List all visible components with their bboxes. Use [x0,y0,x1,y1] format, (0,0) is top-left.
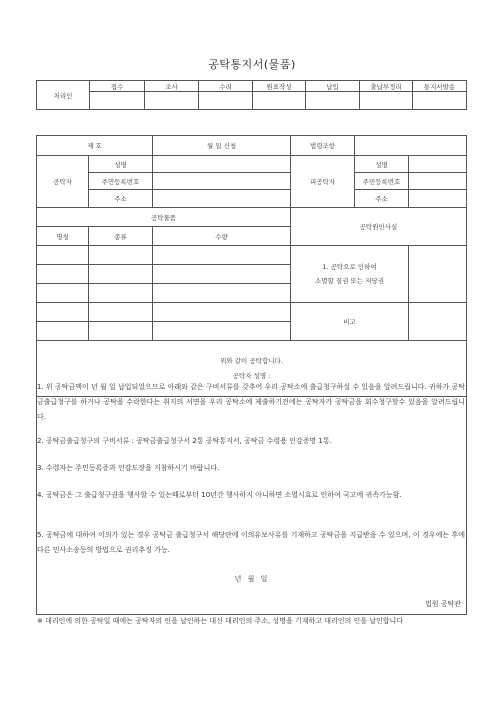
statement-line1: 위와 같이 공탁합니다. [220,356,283,365]
goods-cell[interactable] [37,322,89,341]
date-line: 년 월 일 [234,575,268,583]
case-number-label: 제 호 [37,136,153,156]
law-article-value[interactable] [355,136,467,156]
extinguished-rights-line1: 1. 공탁으로 인하여 [322,263,377,271]
notice-item-4: 4. 공탁금은 그 출급청구권을 행사할 수 있는때로부터 10년간 행사하지 아니하면 소멸시효로 인하여 국고에 귀속가능함. [37,491,402,499]
depositor-name-field[interactable] [153,156,291,173]
extinguished-rights-field[interactable] [409,246,467,303]
notice-item-2: 2. 공탁금출급청구의 구비서류 : 공탁금출급청구서 2통 공탁통지서, 공탁금 수령용 인감증명 1통. [37,437,332,445]
goods-cell[interactable] [89,303,153,322]
step-payment: 납입 [306,81,360,92]
application-date-label: 월 일 신청 [153,136,291,156]
depositee-address-field[interactable] [409,190,467,208]
footnote: ※ 대리인에 의한 공탁일 때에는 공탁자의 인을 날인하는 대신 대리인의 주소, 성명을 기재하고 대리인의 인을 날인합니다 [37,617,404,625]
document-title: 공탁통지서(물품) [208,58,296,71]
step-cashbook: 출납부정리 [360,81,413,92]
stamp-cell[interactable] [253,92,306,110]
goods-col-name: 명칭 [37,227,89,246]
depositor-id-field[interactable] [153,173,291,190]
stamp-cell[interactable] [145,92,199,110]
goods-cell[interactable] [153,246,291,265]
law-article-label: 법령조항 [291,136,355,156]
stamp-cell[interactable] [360,92,413,110]
depositor-name-label: 성명 [89,156,153,173]
step-ledger: 원표작성 [253,81,306,92]
depositee-name-label: 성명 [355,156,409,173]
extinguished-rights-line2: 소멸할 질권 또는 저당권 [315,277,384,285]
goods-label: 공탁물품 [37,208,291,227]
goods-cell[interactable] [89,322,153,341]
stamp-cell[interactable] [306,92,360,110]
depositor-address-label: 주소 [89,190,153,208]
depositor-label: 공탁자 [37,156,89,208]
notice-item-5: 5. 공탁금에 대하여 이의가 있는 경우 공탁금 출급청구서 해당란에 이의유보사유를 기재하고 공탁금을 지급받을 수 있으며, 이 경우에는 후에 다른 민사소송등의 방법으로 권리추징 가능. [37,531,465,554]
goods-cell[interactable] [89,284,153,303]
goods-cell[interactable] [153,322,291,341]
remarks-field[interactable] [409,303,467,341]
goods-cell[interactable] [153,265,291,284]
goods-cell[interactable] [89,265,153,284]
goods-cell[interactable] [37,265,89,284]
goods-cell[interactable] [37,303,89,322]
goods-cell[interactable] [89,246,153,265]
stamp-cell[interactable] [413,92,467,110]
step-acceptance: 수리 [199,81,253,92]
processor-label: 처리인 [37,81,90,110]
step-receipt: 접수 [90,81,145,92]
goods-cell[interactable] [153,284,291,303]
notice-item-3: 3. 수령자는 주민등록증과 인감도장을 지참하시기 바랍니다. [37,464,220,472]
depositor-id-label: 주민등록번호 [89,173,153,190]
depositor-address-field[interactable] [153,190,291,208]
depositee-label: 피공탁자 [291,156,355,208]
extinguished-rights-label [291,246,409,303]
court-officer-signature: 법원 공탁관 [424,600,461,608]
depositee-address-label: 주소 [355,190,409,208]
stamp-cell[interactable] [199,92,253,110]
remarks-label: 비고 [291,303,409,341]
goods-col-type: 종류 [89,227,153,246]
goods-cell[interactable] [153,303,291,322]
processing-table [36,80,467,110]
depositee-id-label: 주민등록번호 [355,173,409,190]
step-notice: 통지서발송 [413,81,467,92]
goods-cell[interactable] [37,246,89,265]
goods-cell[interactable] [37,284,89,303]
goods-col-quantity: 수량 [153,227,291,246]
deposit-form-table [36,135,467,397]
depositee-name-field[interactable] [409,156,467,173]
deposit-cause-label: 공탁원인사실 [291,208,467,246]
step-investigation: 조사 [145,81,199,92]
stamp-cell[interactable] [90,92,145,110]
statement-line2: 공탁자 성명 : [232,371,271,380]
depositee-id-field[interactable] [409,173,467,190]
notice-item-1: 1. 위 공탁금액이 년 월 일 납입되었으므로 아래와 같은 구비서류를 갖추어 우리 공탁소에 출급청구하실 수 있음을 알려드립니다. 귀하가 공탁금출급청구를 하거나 공탁을 수락한다는 취지의 서면을 우리 공탁소에 제출하기전에는 공탁자가 공탁금을 회수청구할수 있음을 알려드립니다. [37,383,465,421]
